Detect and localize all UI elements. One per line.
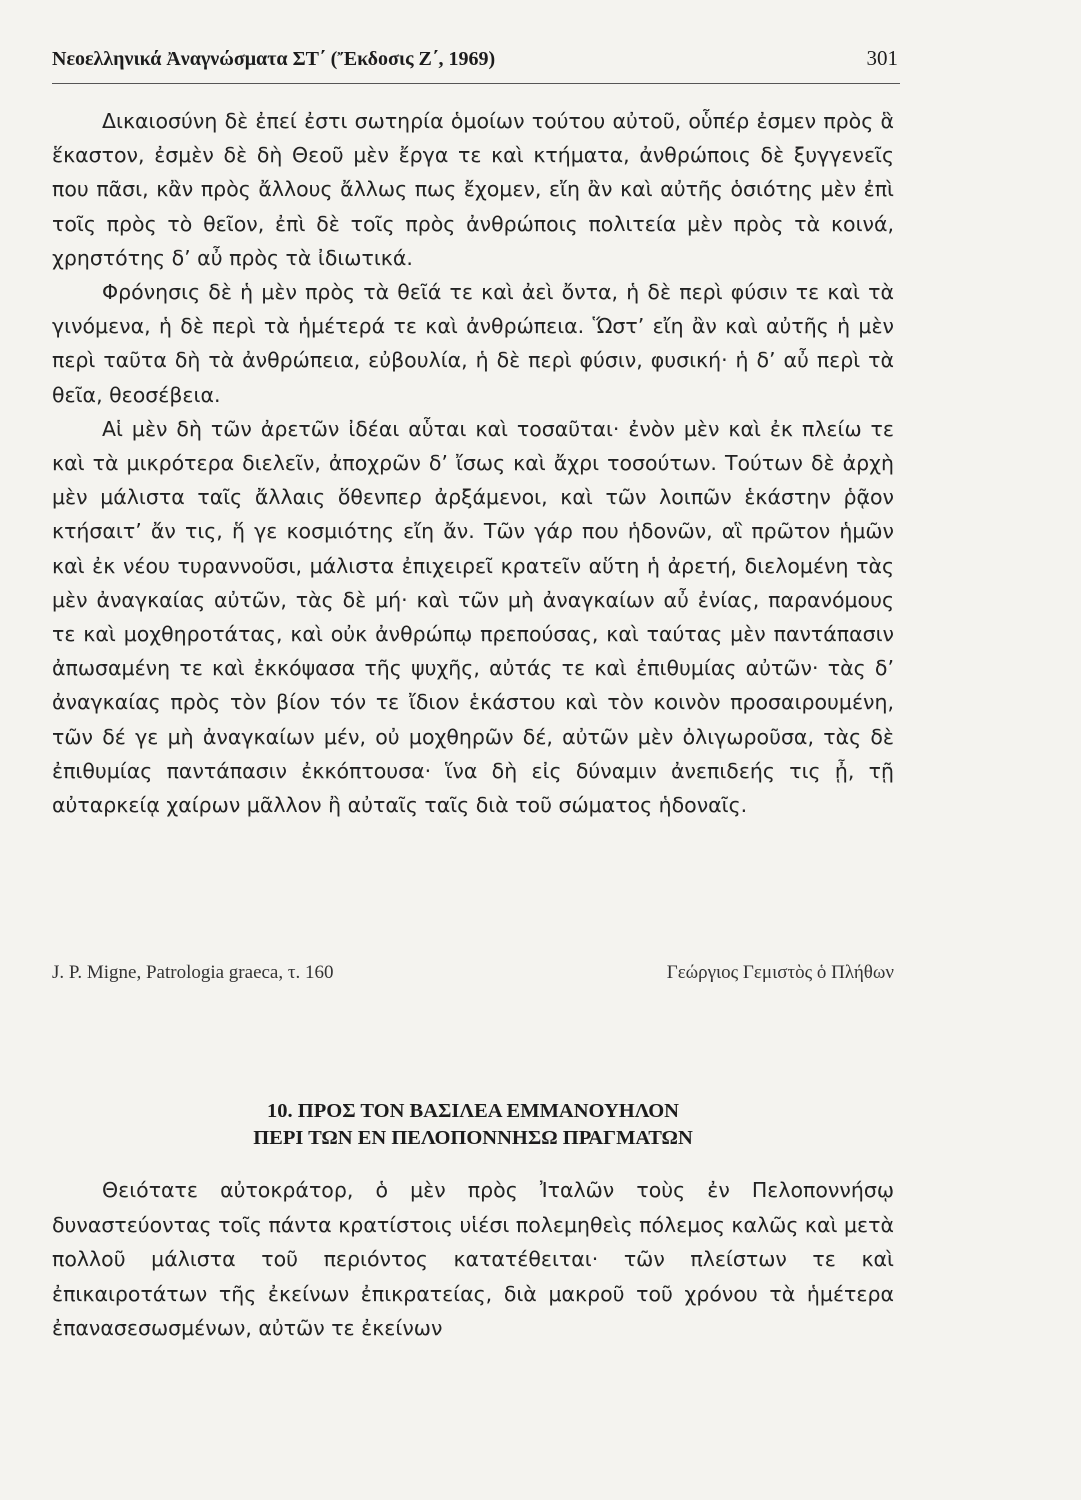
author-name: Γεώργιος Γεμιστὸς ὁ Πλήθων bbox=[666, 962, 894, 983]
source-citation: J. P. Migne, Patrologia graeca, τ. 160 bbox=[52, 962, 334, 983]
page-number: 301 bbox=[866, 46, 898, 70]
section-heading-line: ΠΕΡΙ ΤΩΝ ΕΝ ΠΕΛΟΠΟΝΝΗΣΩ ΠΡΑΓΜΑΤΩΝ bbox=[253, 1127, 693, 1149]
section-heading bbox=[52, 1098, 894, 1152]
attribution bbox=[52, 962, 894, 984]
header-divider bbox=[52, 83, 900, 84]
running-header bbox=[52, 46, 898, 71]
paragraph: Θειότατε αὐτοκράτορ, ὁ μὲν πρὸς Ἰταλῶν τοὺς ἐν Πελοποννήσῳ δυναστεύοντας τοῖς πάντα κρατίστοις υἱέσι πολεμηθεὶς πόλεμος καλῶς καὶ μετὰ πολλοῦ μάλιστα τοῦ περιόντος κατατέθειται· τῶν πλείστων τε καὶ ἐπικαιροτάτων τῆς ἐκείνων ἐπικρατείας, διὰ μακροῦ τοῦ χρόνου τὰ ἡμέτερα ἐπανασεσωσμένων, αὐτῶν τε ἐκείνων bbox=[52, 1178, 894, 1340]
paragraph: Δικαιοσύνη δὲ ἐπεί ἐστι σωτηρία ὁμοίων τούτου αὐτοῦ, οὗπέρ ἐσμεν πρὸς ἃ ἕκαστον, ἐσμὲν δὲ δὴ Θεοῦ μὲν ἔργα τε καὶ κτήματα, ἀνθρώποις δὲ ξυγγενεῖς που πᾶσι, κἂν πρὸς ἄλλους ἄλλως πως ἔχομεν, εἴη ἂν καὶ αὐτῆς ὁσιότης μὲν ἐπὶ τοῖς πρὸς τὸ θεῖον, ἐπὶ δὲ τοῖς πρὸς ἀνθρώποις πολιτεία μὲν πρὸς τὰ κοινά, χρηστότης δ’ αὖ πρὸς τὰ ἰδιωτικά. bbox=[52, 109, 894, 270]
passage-text bbox=[52, 104, 894, 822]
book-title: Νεοελληνικά Ἀναγνώσματα ΣΤ΄ (Ἔκδοσις Ζ΄, 1969) bbox=[52, 48, 496, 70]
section-text bbox=[52, 1173, 894, 1346]
section-heading-line: 10. ΠΡΟΣ ΤΟΝ ΒΑΣΙΛΕΑ ΕΜΜΑΝΟΥΗΛΟΝ bbox=[267, 1100, 679, 1122]
paragraph: Φρόνησις δὲ ἡ μὲν πρὸς τὰ θεῖά τε καὶ ἀεὶ ὄντα, ἡ δὲ περὶ φύσιν τε καὶ τὰ γινόμενα, ἡ δὲ περὶ τὰ ἡμέτερά τε καὶ ἀνθρώπεια. Ὥστ’ εἴη ἂν καὶ αὐτῆς ἡ μὲν περὶ ταῦτα δὴ τὰ ἀνθρώπεια, εὐβουλία, ἡ δὲ περὶ φύσιν, φυσική· ἡ δ’ αὖ περὶ τὰ θεῖα, θεοσέβεια. bbox=[52, 280, 894, 407]
paragraph: Αἱ μὲν δὴ τῶν ἀρετῶν ἰδέαι αὗται καὶ τοσαῦται· ἐνὸν μὲν καὶ ἐκ πλείω τε καὶ τὰ μικρότερα διελεῖν, ἀποχρῶν δ’ ἴσως καὶ ἄχρι τοσούτων. Τούτων δὲ ἀρχὴ μὲν μάλιστα ταῖς ἄλλαις ὅθενπερ ἀρξάμενοι, καὶ τῶν λοιπῶν ἑκάστην ῥᾷον κτήσαιτ’ ἄν τις, ἥ γε κοσμιότης εἴη ἄν. Τῶν γάρ που ἡδονῶν, αἳ πρῶτον ἡμῶν καὶ ἐκ νέου τυραννοῦσι, μάλιστα ἐπιχειρεῖ κρατεῖν αὕτη ἡ ἀρετή, διελομένη τὰς μὲν ἀναγκαίας αὐτῶν, τὰς δὲ μή· καὶ τῶν μὴ ἀναγκαίων αὖ ἐνίας, παρανόμους τε καὶ μοχθηροτάτας, καὶ οὐκ ἀνθρώπῳ πρεπούσας, καὶ ταύτας μὲν παντάπασιν ἀπωσαμένη τε καὶ ἐκκόψασα τῆς ψυχῆς, αὐτάς τε καὶ ἐπιθυμίας αὐτῶν· τὰς δ’ ἀναγκαίας πρὸς τὸν βίον τόν τε ἴδιον ἑκάστου καὶ τὸν κοινὸν προσαιρουμένη, τῶν δέ γε μὴ ἀναγκαίων μέν, οὐ μοχθηρῶν δέ, αὐτῶν μὲν ὀλιγωροῦσα, τὰς δὲ ἐπιθυμίας παντάπασιν ἐκκόπτουσα· ἵνα δὴ εἰς δύναμιν ἀνεπιδεής τις ᾖ, τῇ αὐταρκείᾳ χαίρων μᾶλλον ἢ αὐταῖς ταῖς διὰ τοῦ σώματος ἡδοναῖς. bbox=[52, 416, 894, 818]
